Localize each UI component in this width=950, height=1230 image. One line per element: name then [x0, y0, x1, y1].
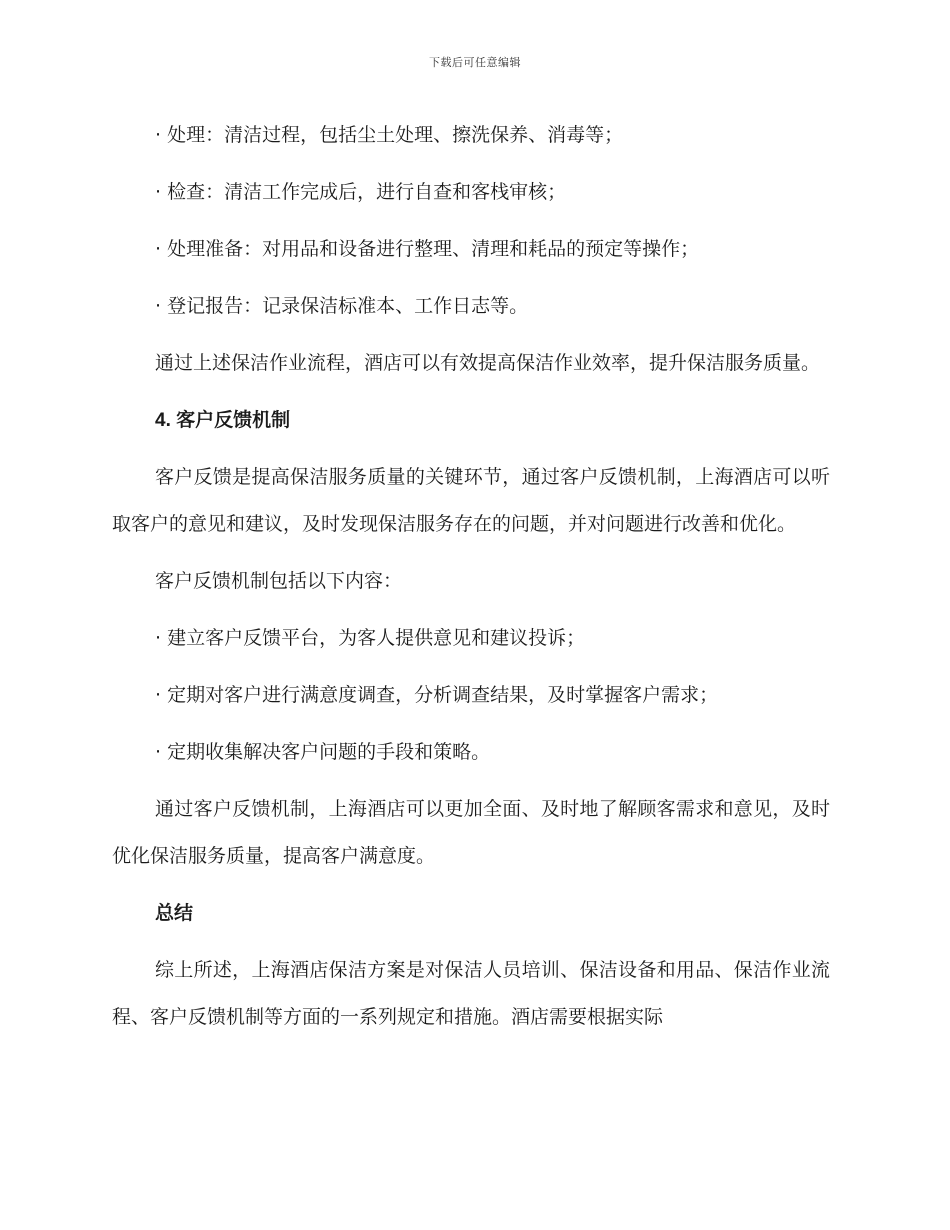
- bullet-feedback-platform: · 建立客户反馈平台，为客人提供意见和建议投诉；: [155, 627, 586, 649]
- feedback-summary-paragraph: 通过客户反馈机制，上海酒店可以更加全面、及时地了解顾客需求和意见，及时优化保洁服务质量，提高客户满意度。: [112, 798, 830, 867]
- bullet-reporting: · 登记报告：记录保洁标准本、工作日志等。: [155, 295, 529, 317]
- feedback-list-intro: 客户反馈机制包括以下内容：: [155, 570, 403, 592]
- bullet-inspection: · 检查：清洁工作完成后，进行自查和客栈审核；: [155, 181, 567, 203]
- bullet-satisfaction-survey: · 定期对客户进行满意度调查，分析调查结果，及时掌握客户需求；: [155, 684, 719, 706]
- section-heading-customer-feedback: 4. 客户反馈机制: [155, 410, 291, 431]
- document-body: [112, 112, 830, 1041]
- bullet-processing: · 处理：清洁过程，包括尘土处理、擦洗保养、消毒等；: [155, 124, 624, 146]
- bullet-preparation: · 处理准备：对用品和设备进行整理、清理和耗品的预定等操作；: [155, 238, 700, 260]
- feedback-intro-paragraph: 客户反馈是提高保洁服务质量的关键环节，通过客户反馈机制，上海酒店可以听取客户的意见和建议，及时发现保洁服务存在的问题，并对问题进行改善和优化。: [112, 466, 830, 535]
- page-header: 下载后可任意编辑: [429, 56, 521, 69]
- process-summary-paragraph: 通过上述保洁作业流程，酒店可以有效提高保洁作业效率，提升保洁服务质量。: [155, 352, 821, 374]
- bullet-collect-solutions: · 定期收集解决客户问题的手段和策略。: [155, 741, 491, 763]
- conclusion-paragraph: 综上所述，上海酒店保洁方案是对保洁人员培训、保洁设备和用品、保洁作业流程、客户反馈机制等方面的一系列规定和措施。酒店需要根据实际: [112, 959, 830, 1028]
- section-heading-conclusion: 总结: [155, 902, 194, 924]
